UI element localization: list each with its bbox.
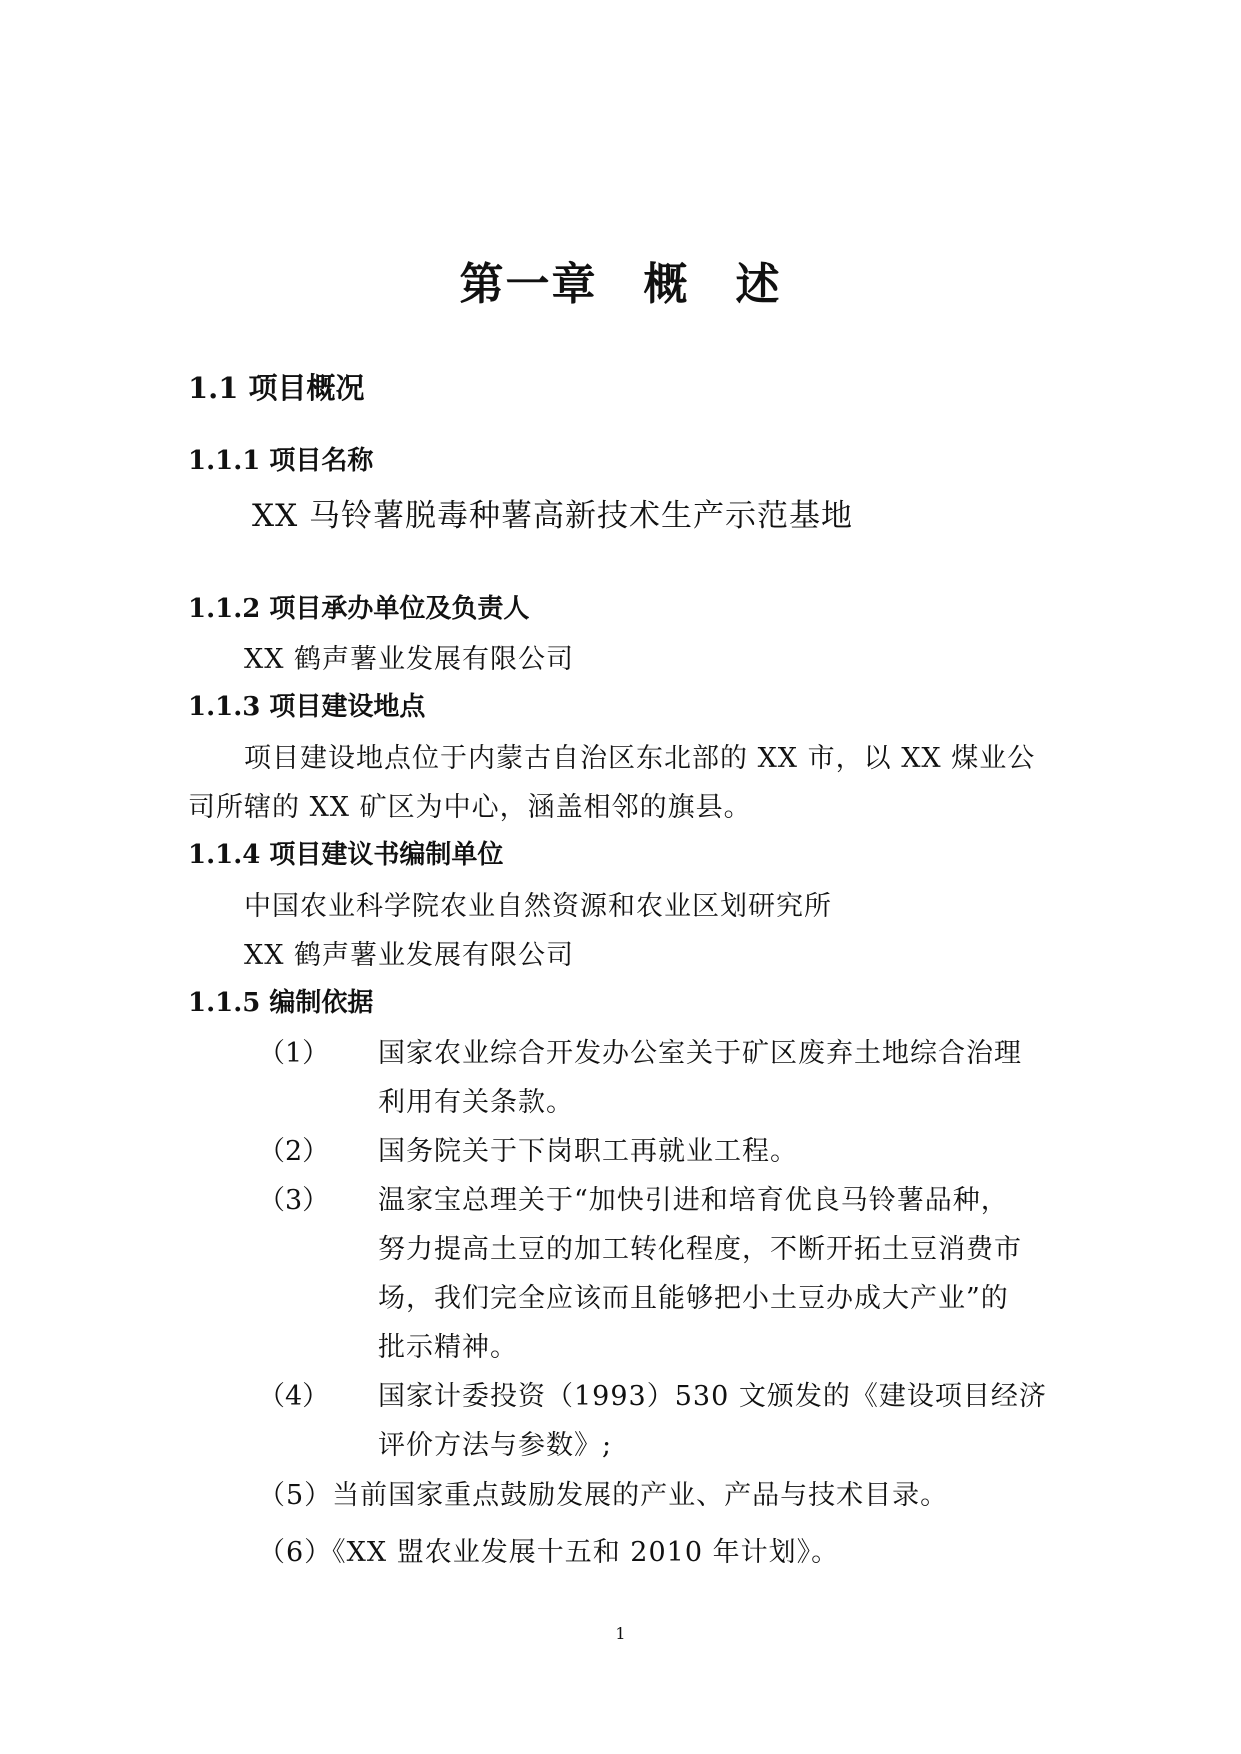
chapter-title: 第一章 概 述 — [459, 259, 782, 310]
basis-item-line: 利用有关条款。 — [378, 1087, 574, 1118]
location-line-1: 项目建设地点位于内蒙古自治区东北部的 XX 市，以 XX 煤业公 — [244, 743, 1036, 774]
basis-item-line: 批示精神。 — [378, 1332, 518, 1363]
project-name: XX 马铃薯脱毒种薯高新技术生产示范基地 — [252, 498, 853, 534]
section-heading-1-1-5: 1.1.5 编制依据 — [188, 988, 374, 1018]
basis-item-number: （2） — [258, 1136, 330, 1167]
basis-item-line: 国家计委投资（1993）530 文颁发的《建设项目经济 — [378, 1381, 1047, 1412]
location-line-2: 司所辖的 XX 矿区为中心，涵盖相邻的旗县。 — [188, 792, 752, 823]
page-number: 1 — [615, 1624, 626, 1643]
section-heading-1-1-2: 1.1.2 项目承办单位及负责人 — [188, 594, 530, 624]
basis-item-number: （1） — [258, 1038, 330, 1069]
basis-item-5: （5）当前国家重点鼓励发展的产业、产品与技术目录。 — [258, 1480, 949, 1511]
basis-item-number: （3） — [258, 1185, 330, 1216]
section-heading-1-1-1: 1.1.1 项目名称 — [188, 446, 374, 476]
section-heading-1-1-4: 1.1.4 项目建议书编制单位 — [188, 840, 504, 870]
basis-item-number: （4） — [258, 1381, 330, 1412]
section-heading-1-1: 1.1 项目概况 — [188, 371, 365, 405]
basis-item-line: 场，我们完全应该而且能够把小土豆办成大产业”的 — [378, 1283, 1009, 1314]
section-heading-1-1-3: 1.1.3 项目建设地点 — [188, 692, 426, 722]
basis-item-line: 评价方法与参数》; — [378, 1430, 613, 1461]
basis-item-line: 国务院关于下岗职工再就业工程。 — [378, 1136, 798, 1167]
compiling-unit-1: 中国农业科学院农业自然资源和农业区划研究所 — [244, 891, 832, 922]
basis-item-line: 国家农业综合开发办公室关于矿区废弃土地综合治理 — [378, 1038, 1022, 1069]
basis-item-6: （6）《XX 盟农业发展十五和 2010 年计划》。 — [258, 1537, 840, 1568]
undertaking-unit: XX 鹤声薯业发展有限公司 — [244, 644, 575, 675]
basis-item-line: 努力提高土豆的加工转化程度，不断开拓土豆消费市 — [378, 1234, 1022, 1265]
basis-item-line: 温家宝总理关于“加快引进和培育优良马铃薯品种， — [378, 1185, 1009, 1216]
compiling-unit-2: XX 鹤声薯业发展有限公司 — [244, 940, 575, 971]
